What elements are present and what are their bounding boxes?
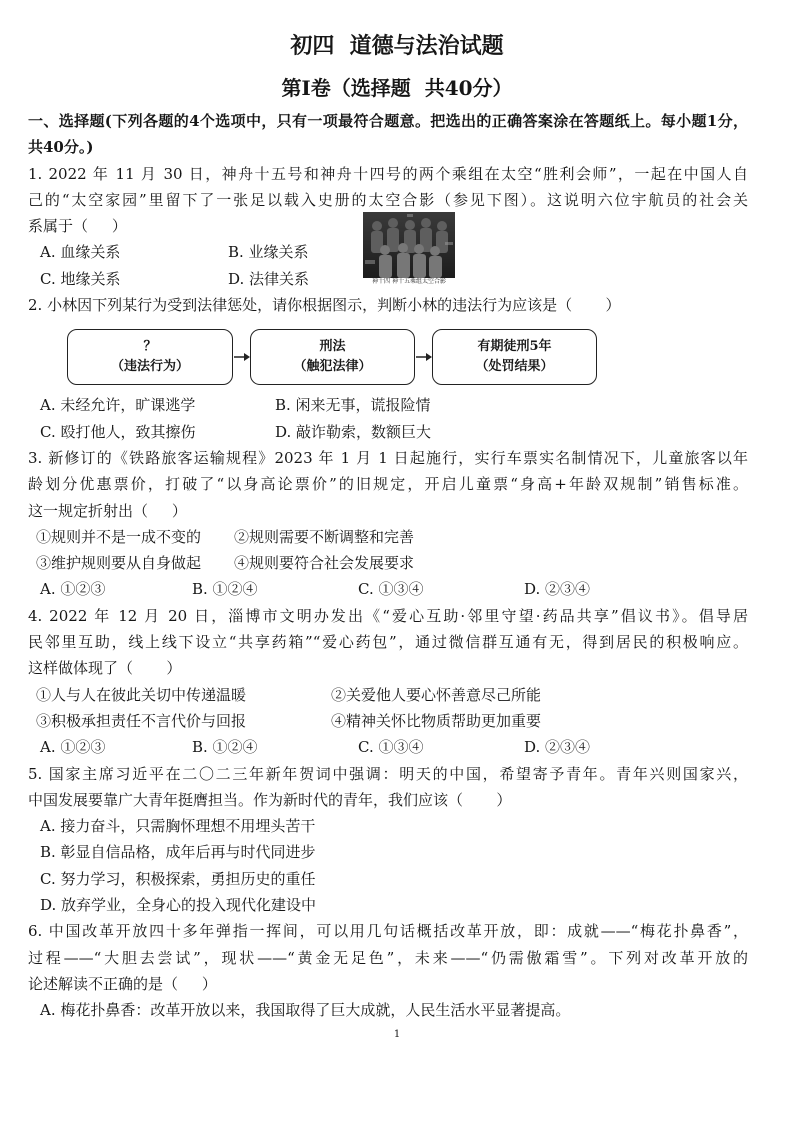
q2-option-a: A. 未经允许，旷课逃学 <box>40 396 196 415</box>
q5-option-c: C. 努力学习，积极探索，勇担历史的重任 <box>40 869 316 888</box>
q5-option-d: D. 放弃学业，全身心的投入现代化建设中 <box>40 896 317 915</box>
q6-option-a: A. 梅花扑鼻香：改革开放以来，我国取得了巨大成就，人民生活水平显著提高。 <box>40 1001 571 1020</box>
flow-box-penalty-title: 有期徒刑5年 <box>477 339 552 355</box>
q2-stem-line-1: 2. 小林因下列某行为受到法律惩处，请你根据图示，判断小林的违法行为应该是（ ） <box>28 296 621 315</box>
q4-statements-row-1 <box>28 682 748 708</box>
q3-statement-1: ①规则并不是一成不变的 <box>36 527 202 546</box>
question-area <box>28 108 748 1024</box>
q1-stem-line-2: 己的“太空家园”里留下了一张足以载入史册的太空合影（参见下图）。这说明六位宇航员的社会关 <box>28 190 748 209</box>
q4-stem-line-3: 这样做体现了（ ） <box>28 659 182 678</box>
q1-stem-line-3: 系属于（ ） <box>28 217 127 236</box>
flow-box-law-violated-title: 刑法 <box>319 339 346 355</box>
q3-option-d: D. ②③④ <box>524 580 591 599</box>
flow-box-illegal-act-note: （违法行为） <box>110 359 189 375</box>
q4-options-row <box>28 734 748 760</box>
q3-statements-row-2 <box>28 550 748 576</box>
astronaut-group-photo <box>363 212 455 278</box>
q1-space-photo <box>363 212 455 286</box>
q3-stem-line-1: 3. 新修订的《铁路旅客运输规程》2023 年 1 月 1 日起施行，实行车票实名制情况下，儿童旅客以年 <box>28 448 748 467</box>
q2-options-row-2 <box>28 419 748 445</box>
q4-option-c: C. ①③④ <box>358 738 424 757</box>
q3-statements-row-1 <box>28 524 748 550</box>
q1-stem-line-1: 1. 2022 年 11 月 30 日，神舟十五号和神舟十四号的两个乘组在太空“胜利会师”，一起在中国人自 <box>28 164 748 183</box>
flow-box-law-violated-note: （触犯法律） <box>293 359 372 375</box>
q3-options-row <box>28 576 748 602</box>
q6-stem-line-2: 过程——“大胆去尝试”，现状——“黄金无足色”，未来——“仍需傲霜雪”。下列对改革开放的 <box>28 948 748 967</box>
flow-arrow-1 <box>234 353 250 361</box>
q1-option-c: C. 地缘关系 <box>40 269 121 288</box>
q2-flow-diagram <box>28 318 748 392</box>
q3-stem-line-3: 这一规定折射出（ ） <box>28 501 187 520</box>
q3-option-c: C. ①③④ <box>358 580 424 599</box>
q1-photo-caption: 神十四 神十五乘组太空合影 <box>372 278 446 285</box>
q3-stem-line-2: 龄划分优惠票价，打破了“以身高论票价”的旧规定，开启儿童票“身高+年龄双规制”销售标准。 <box>28 475 748 494</box>
q4-stem-line-1: 4. 2022 年 12 月 20 日，淄博市文明办发出《“爱心互助·邻里守望·药品共享”倡议书》。倡导居 <box>28 606 748 625</box>
q4-statement-2: ②关爱他人要心怀善意尽己所能 <box>331 685 542 704</box>
q3-option-b: B. ①②④ <box>192 580 258 599</box>
q1-option-d: D. 法律关系 <box>228 269 310 288</box>
q4-option-b: B. ①②④ <box>192 738 258 757</box>
flow-box-illegal-act-title: ？ <box>143 339 157 355</box>
q2-option-c: C. 殴打他人，致其擦伤 <box>40 422 196 441</box>
page-number: 1 <box>393 1029 401 1040</box>
q4-statement-3: ③积极承担责任不言代价与回报 <box>36 711 247 730</box>
q4-option-d: D. ②③④ <box>524 738 591 757</box>
section-instructions-line-2: 共40分。) <box>28 138 94 157</box>
q6-stem-line-3: 论述解读不正确的是（ ） <box>28 974 217 993</box>
q3-statement-3: ③维护规则要从自身做起 <box>36 554 202 573</box>
q4-stem-line-2: 民邻里互助，线上线下设立“共享药箱”“爱心药包”，通过微信群互通有无，得到居民的积极响应。 <box>28 633 748 652</box>
flow-arrows <box>28 318 748 392</box>
q5-option-b: B. 彰显自信品格，成年后再与时代同进步 <box>40 843 316 862</box>
q2-options-row-1 <box>28 392 748 418</box>
q4-statements-row-2 <box>28 708 748 734</box>
q4-statement-1: ①人与人在彼此关切中传递温暖 <box>36 685 247 704</box>
section-instructions-line-1: 一、选择题(下列各题的4个选项中，只有一项最符合题意。把选出的正确答案涂在答题纸上。每小题1分， <box>28 112 748 130</box>
q3-option-a: A. ①②③ <box>40 580 106 599</box>
q3-statement-4: ④规则要符合社会发展要求 <box>234 554 415 573</box>
q6-stem-line-1: 6. 中国改革开放四十多年弹指一挥间，可以用几句话概括改革开放，即：成就——“梅花扑鼻香”， <box>28 922 748 941</box>
exam-title: 初四 道德与法治试题 <box>290 33 504 59</box>
q1-option-b: B. 业缘关系 <box>228 243 309 262</box>
q2-option-d: D. 敲诈勒索，数额巨大 <box>275 422 432 441</box>
q4-statement-4: ④精神关怀比物质帮助更加重要 <box>331 711 542 730</box>
flow-arrow-2 <box>416 353 432 361</box>
part-heading: 第Ⅰ卷（选择题 共40分） <box>281 76 513 100</box>
q2-option-b: B. 闲来无事，谎报险情 <box>275 396 431 415</box>
q5-stem-line-1: 5. 国家主席习近平在二〇二三年新年贺词中强调：明天的中国，希望寄予青年。青年兴则国家兴， <box>28 764 748 783</box>
q5-option-a: A. 接力奋斗，只需胸怀理想不用埋头苦干 <box>40 817 316 836</box>
q3-statement-2: ②规则需要不断调整和完善 <box>234 527 415 546</box>
q5-stem-line-2: 中国发展要靠广大青年挺膺担当。作为新时代的青年，我们应该（ ） <box>28 790 512 809</box>
q1-option-a: A. 血缘关系 <box>40 243 121 262</box>
flow-box-penalty-note: （处罚结果） <box>475 359 554 375</box>
q4-option-a: A. ①②③ <box>40 738 106 757</box>
